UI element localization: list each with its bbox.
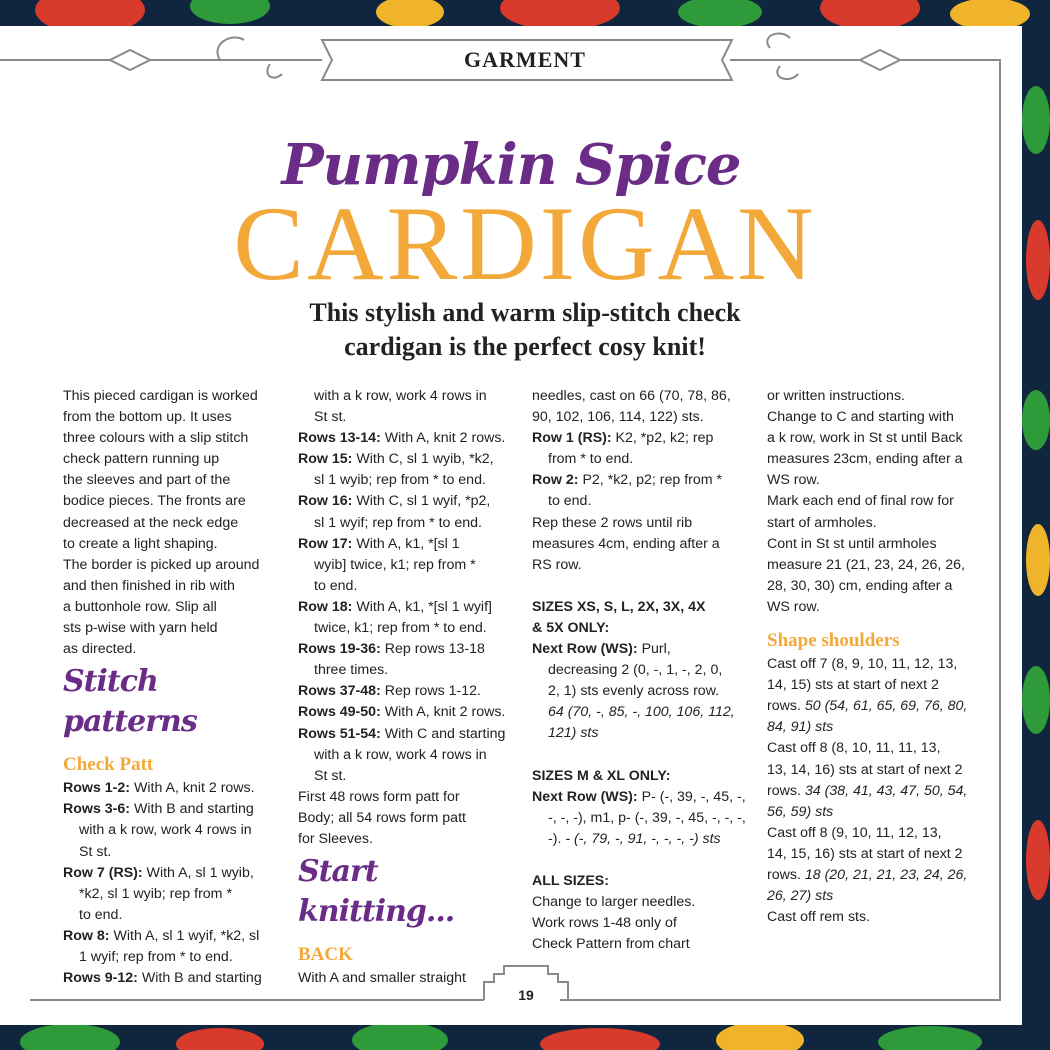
text-line <box>532 555 760 576</box>
instruction-text: Change to larger needles. <box>532 893 696 910</box>
text-line <box>298 534 526 555</box>
instruction-label: ALL SIZES: <box>532 872 609 889</box>
text-line <box>532 639 760 660</box>
text-line <box>532 871 760 892</box>
instruction-label: SIZES M & XL ONLY: <box>532 767 671 784</box>
text-line <box>767 886 995 907</box>
text-line <box>298 428 526 449</box>
text-line <box>532 513 760 534</box>
text-line <box>63 947 285 968</box>
text-line <box>767 696 995 717</box>
text-line <box>767 449 995 470</box>
instruction-text: P- (-, 39, -, 45, -, <box>637 788 746 805</box>
text-line <box>63 639 285 660</box>
instruction-label: & 5X ONLY: <box>532 619 610 636</box>
subtitle-line: cardigan is the perfect cosy knit! <box>344 332 706 361</box>
instruction-text: With A, knit 2 rows. <box>130 780 255 797</box>
text-line <box>767 428 995 449</box>
instruction-text: a k row, work in St st until Back <box>767 430 963 447</box>
instruction-text: 90, 102, 106, 114, 122) sts. <box>532 409 704 426</box>
section-banner: GARMENT <box>464 47 586 72</box>
text-line <box>63 799 285 820</box>
instruction-text: With C, sl 1 wyif, *p2, <box>352 493 491 510</box>
text-line <box>298 491 526 512</box>
instruction-text: Cast off 7 (8, 9, 10, 11, 12, 13, <box>767 656 958 673</box>
instruction-label: Rows 3-6: <box>63 801 131 818</box>
text-line <box>532 787 760 808</box>
stitch-count: 18 (20, 21, 21, 23, 24, 26, <box>804 866 968 883</box>
instruction-text: measure 21 (21, 23, 24, 26, 26, <box>767 556 965 573</box>
instruction-text: With A, knit 2 rows. <box>380 704 506 721</box>
instruction-text: and then finished in rib with <box>63 577 235 594</box>
instruction-text: measures 23cm, ending after a <box>767 451 963 468</box>
instruction-text: Rep these 2 rows until rib <box>532 514 693 531</box>
instruction-text: to end. <box>548 493 592 510</box>
instruction-text: bodice pieces. The fronts are <box>63 493 246 510</box>
section-heading: Start knitting... <box>298 854 455 930</box>
text-line <box>532 470 760 491</box>
text-line <box>63 576 285 597</box>
subtitle-line: This stylish and warm slip-stitch check <box>309 298 741 327</box>
instruction-text: Purl, <box>637 641 671 658</box>
page-number: 19 <box>518 987 534 1003</box>
text-column-3 <box>532 386 760 955</box>
instruction-label: Next Row (WS): <box>532 641 638 658</box>
instruction-text: K2, *p2, k2; rep <box>611 430 714 447</box>
text-line <box>767 513 995 534</box>
instruction-text: start of armholes. <box>767 514 877 531</box>
text-line <box>532 428 760 449</box>
text-line <box>532 407 760 428</box>
magazine-page <box>0 26 1022 1025</box>
text-line <box>63 534 285 555</box>
text-line <box>767 491 995 512</box>
text-line <box>63 513 285 534</box>
text-line <box>532 913 760 934</box>
text-line <box>298 555 526 576</box>
text-line <box>298 639 526 660</box>
instruction-text: With C, sl 1 wyib, *k2, <box>352 451 494 468</box>
text-line <box>298 702 526 723</box>
text-line <box>63 470 285 491</box>
subsection-heading: Shape shoulders <box>767 630 900 652</box>
text-line <box>298 968 526 989</box>
subtitle <box>220 296 830 364</box>
instruction-text: sts p-wise with yarn held <box>63 620 218 637</box>
instruction-text: rows. <box>767 866 805 883</box>
text-line <box>63 820 285 841</box>
instruction-text: as directed. <box>63 641 137 658</box>
stitch-count: 56, 59) sts <box>767 803 834 820</box>
text-line <box>532 618 760 639</box>
text-line <box>298 597 526 618</box>
instruction-text: With B and starting <box>130 801 254 818</box>
instruction-text: Check Pattern from chart <box>532 936 690 953</box>
instruction-text: with a k row, work 4 rows in <box>79 822 252 839</box>
instruction-text: -). <box>548 830 566 847</box>
instruction-text: -, -, -), m1, p- (-, 39, -, 45, -, -, -, <box>548 809 746 826</box>
instruction-text: Cast off 8 (9, 10, 11, 12, 13, <box>767 824 942 841</box>
text-column-1 <box>63 386 285 989</box>
text-line <box>532 597 760 618</box>
text-line <box>532 934 760 955</box>
instruction-text: sl 1 wyif; rep from * to end. <box>314 514 482 531</box>
stitch-count: - (-, 79, -, 91, -, -, -, -) sts <box>565 830 721 847</box>
text-line <box>532 702 760 723</box>
text-line <box>767 534 995 555</box>
text-line <box>298 724 526 745</box>
instruction-text: With A, k1, *[sl 1 wyif] <box>352 598 492 615</box>
text-line <box>298 660 526 681</box>
text-line <box>767 865 995 886</box>
text-line <box>298 766 526 787</box>
instruction-text: three times. <box>314 662 389 679</box>
stitch-count: 50 (54, 61, 65, 69, 76, 80, <box>804 698 968 715</box>
instruction-text: WS row. <box>767 472 820 489</box>
instruction-text: St st. <box>314 767 347 784</box>
text-line <box>767 407 995 428</box>
text-line <box>298 681 526 702</box>
instruction-text: This pieced cardigan is worked <box>63 388 258 404</box>
instruction-label: Row 18: <box>298 598 353 615</box>
text-line <box>298 787 526 808</box>
instruction-label: Rows 49-50: <box>298 704 381 721</box>
instruction-text: RS row. <box>532 556 582 573</box>
instruction-text: 14, 15, 16) sts at start of next 2 <box>767 845 963 862</box>
instruction-text: from the bottom up. It uses <box>63 409 232 426</box>
text-line <box>532 723 760 744</box>
instruction-label: Row 7 (RS): <box>63 864 143 881</box>
instruction-text: to end. <box>314 577 358 594</box>
instruction-text: The border is picked up around <box>63 556 260 573</box>
text-line <box>63 386 285 407</box>
instruction-text: with a k row, work 4 rows in <box>314 388 487 404</box>
instruction-text: Cast off rem sts. <box>767 909 871 926</box>
text-line <box>767 717 995 738</box>
instruction-text: 14, 15) sts at start of next 2 <box>767 677 939 694</box>
text-line <box>767 576 995 597</box>
text-line <box>63 618 285 639</box>
text-line <box>63 863 285 884</box>
text-line <box>63 968 285 989</box>
instruction-text: three colours with a slip stitch <box>63 430 249 447</box>
instruction-text: 1 wyif; rep from * to end. <box>79 948 233 965</box>
instruction-text: With A, sl 1 wyib, <box>142 864 254 881</box>
instruction-text: decreased at the neck edge <box>63 514 239 531</box>
instruction-text: 13, 14, 16) sts at start of next 2 <box>767 761 963 778</box>
instruction-text: for Sleeves. <box>298 830 373 847</box>
instruction-text: a buttonhole row. Slip all <box>63 598 217 615</box>
instruction-text: Change to C and starting with <box>767 409 954 426</box>
text-line <box>63 926 285 947</box>
title-main: CARDIGAN <box>233 185 817 302</box>
text-line <box>767 823 995 844</box>
text-line <box>532 892 760 913</box>
instruction-text: Body; all 54 rows form patt <box>298 809 466 826</box>
text-line <box>298 449 526 470</box>
text-line <box>532 660 760 681</box>
instruction-text: Work rows 1-48 only of <box>532 915 677 932</box>
instruction-text: twice, k1; rep from * to end. <box>314 620 487 637</box>
text-line <box>767 760 995 781</box>
spacer <box>532 745 760 766</box>
instruction-text: with a k row, work 4 rows in <box>314 746 487 763</box>
instruction-text: wyib] twice, k1; rep from * <box>314 556 476 573</box>
text-line <box>532 829 760 850</box>
instruction-text: decreasing 2 (0, -, 1, -, 2, 0, <box>548 662 723 679</box>
instruction-label: Row 17: <box>298 535 353 552</box>
text-line <box>63 842 285 863</box>
instruction-text: WS row. <box>767 598 820 615</box>
text-line <box>532 449 760 470</box>
instruction-label: Rows 51-54: <box>298 725 381 742</box>
instruction-label: Rows 9-12: <box>63 970 138 987</box>
text-line <box>298 808 526 829</box>
instruction-text: Rep rows 1-12. <box>380 683 481 700</box>
instruction-text: P2, *k2, p2; rep from * <box>578 472 723 489</box>
text-line <box>767 802 995 823</box>
text-line <box>63 428 285 449</box>
instruction-text: *k2, sl 1 wyib; rep from * <box>79 885 232 902</box>
text-line <box>63 407 285 428</box>
text-line <box>767 555 995 576</box>
text-line <box>63 597 285 618</box>
text-column-4 <box>767 386 995 928</box>
text-line <box>63 555 285 576</box>
instruction-text: With C and starting <box>380 725 506 742</box>
spacer <box>532 850 760 871</box>
instruction-text: the sleeves and part of the <box>63 472 231 489</box>
stitch-count: 121) sts <box>548 725 599 742</box>
instruction-text: With A, knit 2 rows. <box>380 430 506 447</box>
text-line <box>63 884 285 905</box>
stitch-count: 26, 27) sts <box>767 888 834 905</box>
text-line <box>767 675 995 696</box>
instruction-text: 2, 1) sts evenly across row. <box>548 683 720 700</box>
text-line <box>298 745 526 766</box>
text-line <box>63 905 285 926</box>
text-line <box>63 778 285 799</box>
instruction-label: Row 8: <box>63 927 110 944</box>
instruction-text: or written instructions. <box>767 388 905 404</box>
instruction-label: Rows 19-36: <box>298 641 381 658</box>
stitch-count: 34 (38, 41, 43, 47, 50, 54, <box>804 782 968 799</box>
instruction-text: St st. <box>314 409 347 426</box>
text-line <box>767 654 995 675</box>
section-heading: Stitch patterns <box>63 664 197 740</box>
instruction-text: needles, cast on 66 (70, 78, 86, <box>532 388 731 404</box>
text-line <box>767 781 995 802</box>
text-column-2 <box>298 386 526 989</box>
instruction-text: First 48 rows form patt for <box>298 788 460 805</box>
text-line <box>298 618 526 639</box>
text-line <box>298 470 526 491</box>
instruction-label: Rows 13-14: <box>298 430 381 447</box>
instruction-text: from * to end. <box>548 451 634 468</box>
instruction-text: With A, sl 1 wyif, *k2, sl <box>109 927 260 944</box>
text-line <box>532 766 760 787</box>
instruction-text: rows. <box>767 698 805 715</box>
subsection-heading: BACK <box>298 944 353 966</box>
instruction-text: to end. <box>79 906 123 923</box>
stitch-count: 64 (70, -, 85, -, 100, 106, 112, <box>548 704 735 721</box>
title-script: Pumpkin Spice <box>281 132 741 198</box>
text-line <box>298 829 526 850</box>
instruction-text: check pattern running up <box>63 451 220 468</box>
instruction-label: Rows 1-2: <box>63 780 131 797</box>
instruction-text: to create a light shaping. <box>63 535 218 552</box>
instruction-text: With B and starting <box>137 970 262 987</box>
instruction-label: Row 16: <box>298 493 353 510</box>
text-line <box>532 681 760 702</box>
text-line <box>767 738 995 759</box>
instruction-text: Rep rows 13-18 <box>380 641 485 658</box>
text-line <box>532 534 760 555</box>
text-line <box>298 386 526 407</box>
text-line <box>298 576 526 597</box>
instruction-text: Cast off 8 (8, 10, 11, 11, 13, <box>767 740 941 757</box>
text-line <box>63 449 285 470</box>
text-line <box>532 491 760 512</box>
instruction-text: Mark each end of final row for <box>767 493 954 510</box>
instruction-text: Cont in St st until armholes <box>767 535 937 552</box>
instruction-label: SIZES XS, S, L, 2X, 3X, 4X <box>532 598 706 615</box>
instruction-label: Row 2: <box>532 472 579 489</box>
text-line <box>767 907 995 928</box>
instruction-label: Rows 37-48: <box>298 683 381 700</box>
instruction-text: St st. <box>79 843 112 860</box>
text-line <box>63 491 285 512</box>
text-line <box>767 386 995 407</box>
text-line <box>532 386 760 407</box>
spacer <box>532 576 760 597</box>
instruction-label: Next Row (WS): <box>532 788 638 805</box>
instruction-text: sl 1 wyib; rep from * to end. <box>314 472 486 489</box>
subsection-heading: Check Patt <box>63 754 154 776</box>
text-line <box>767 597 995 618</box>
text-line <box>298 407 526 428</box>
instruction-label: Row 15: <box>298 451 353 468</box>
text-line <box>767 470 995 491</box>
instruction-text: rows. <box>767 782 805 799</box>
text-line <box>767 844 995 865</box>
instruction-text: With A and smaller straight <box>298 970 466 987</box>
instruction-text: With A, k1, *[sl 1 <box>352 535 460 552</box>
stitch-count: 84, 91) sts <box>767 719 834 736</box>
text-line <box>532 808 760 829</box>
instruction-text: measures 4cm, ending after a <box>532 535 720 552</box>
instruction-label: Row 1 (RS): <box>532 430 612 447</box>
instruction-text: 28, 30, 30) cm, ending after a <box>767 577 953 594</box>
text-line <box>298 513 526 534</box>
